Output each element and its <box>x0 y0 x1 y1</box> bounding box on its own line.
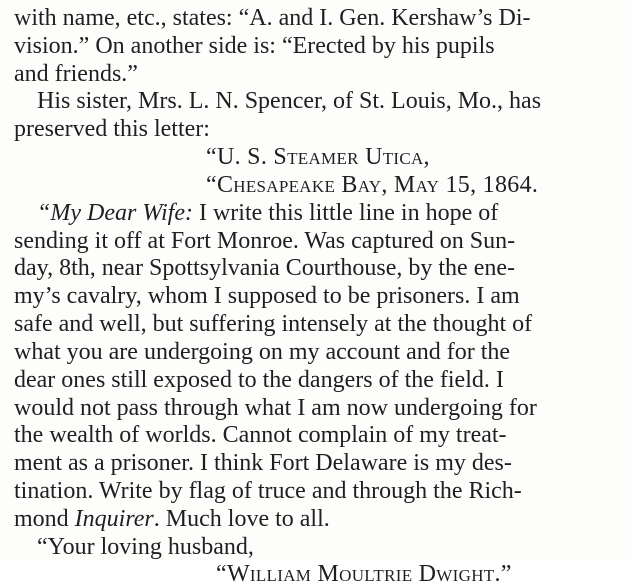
letter-header-place-date: “Chesapeake Bay, May 15, 1864. <box>206 172 539 198</box>
letter-line-10: ment as a prisoner. I think Fort Delaware is my des- <box>14 450 512 476</box>
letter-line-5: safe and well, but suffering intensely at the thought of <box>14 311 533 337</box>
letter-line-12 <box>14 507 330 531</box>
letter-greeting: “My Dear Wife: <box>37 200 193 226</box>
text-line-2: vision.” On another side is: “Erected by his pupils <box>14 33 495 59</box>
text-line-5: preserved this letter: <box>14 116 210 142</box>
text-line-3: and friends.” <box>14 61 138 87</box>
letter-closing: “Your loving husband, <box>37 534 254 560</box>
letter-line-7: dear ones still exposed to the dangers of the field. I <box>14 367 504 393</box>
letter-line-3: day, 8th, near Spottsylvania Courthouse, by the ene- <box>14 255 515 281</box>
letter-signature: “William Moultrie Dwight.” <box>216 561 512 587</box>
letter-opening-text: I write this little line in hope of <box>192 200 499 226</box>
letter-line-8: would not pass through what I am now undergoing for <box>14 395 537 421</box>
letter-line-6: what you are undergoing on my account and for the <box>14 339 511 365</box>
richmond-prefix: mond <box>14 506 75 532</box>
letter-line-4: my’s cavalry, whom I supposed to be prisoners. I am <box>14 283 520 309</box>
letter-line-11: tination. Write by flag of truce and through the Rich- <box>14 478 522 504</box>
letter-line-2: sending it off at Fort Monroe. Was captured on Sun- <box>14 228 516 254</box>
text-line-4: His sister, Mrs. L. N. Spencer, of St. Louis, Mo., has <box>37 88 542 114</box>
newspaper-title: Inquirer <box>74 506 154 532</box>
richmond-suffix: . Much love to all. <box>153 506 330 532</box>
letter-line-9: the wealth of worlds. Cannot complain of my treat- <box>14 422 507 448</box>
letter-opening-line <box>37 201 498 225</box>
text-line-1: with name, etc., states: “A. and I. Gen. Kershaw’s Di- <box>14 5 531 31</box>
letter-header-ship: “U. S. Steamer Utica, <box>206 144 430 170</box>
